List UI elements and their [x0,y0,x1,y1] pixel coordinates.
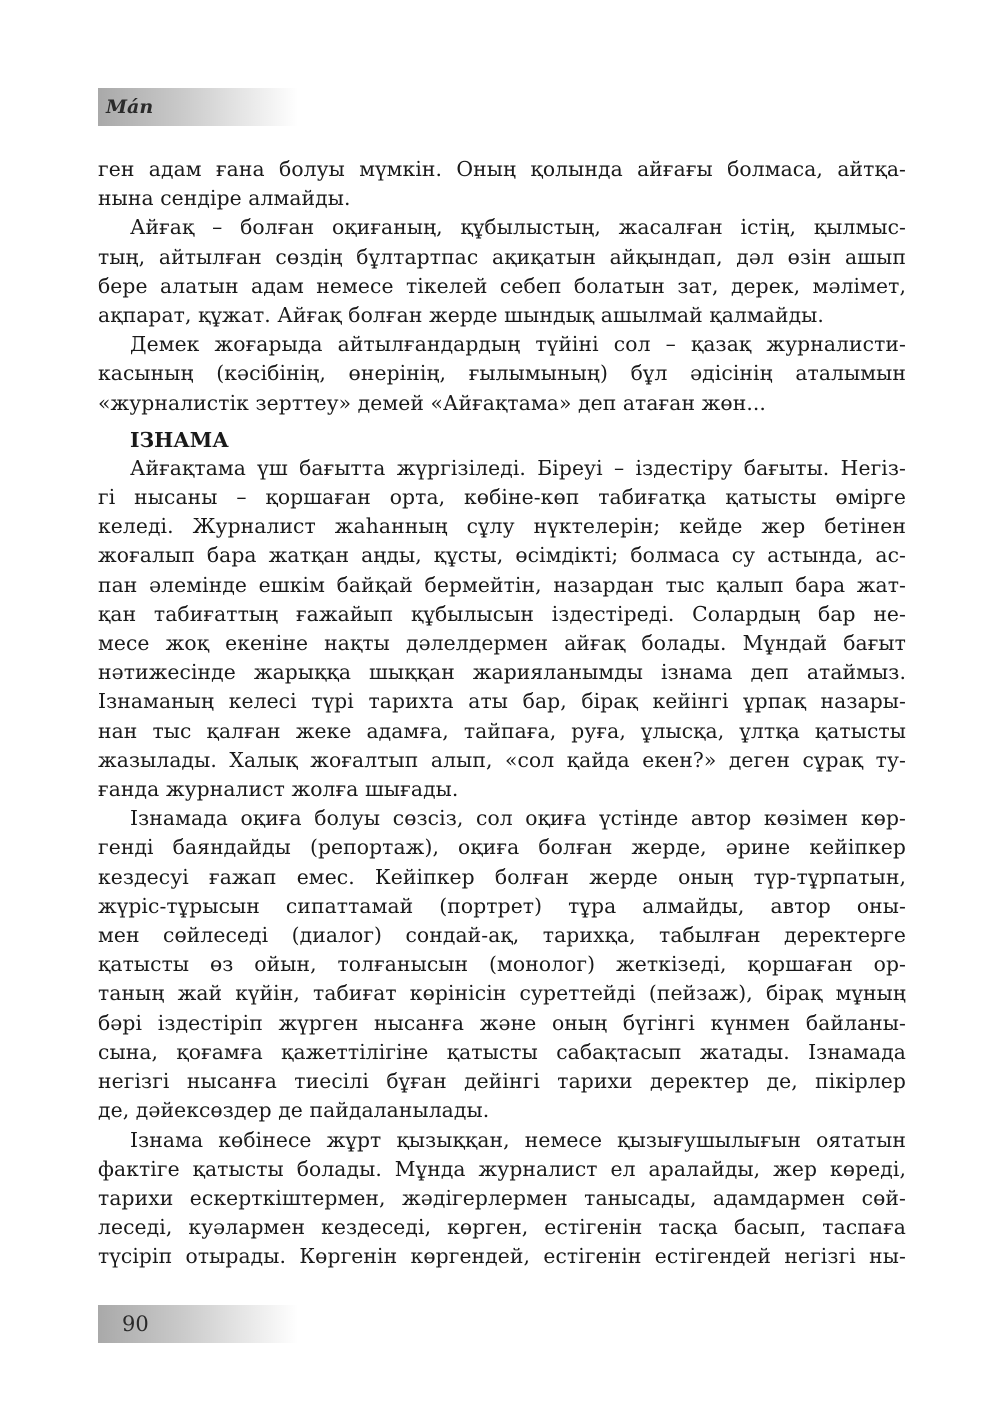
text-line: Ізнаманың келесі түрі тарихта аты бар, бірақ кейінгі ұрпақ назары- [98,689,906,714]
text-line: қан табиғаттың ғажайып құбылысын іздестіреді. Солардың бар не- [98,601,906,626]
text-line: жазылады. Халық жоғалтып алып, «сол қайда екен?» деген сұрақ ту- [98,747,906,772]
running-title: Mán [106,96,154,118]
text-line: келеді. Журналист жаһанның сұлу нүктелерін; кейде жер бетінен [98,514,906,539]
text-line: Демек жоғарыда айтылғандардың түйіні сол – қазақ журналисти- [130,332,906,357]
text-line: негізгі нысанға тиесілі бұған дейінгі тарихи деректер де, пікірлер [98,1069,906,1094]
text-line: Ізнамада оқиға болуы сөзсіз, сол оқиға үстінде автор көзімен көр- [130,806,906,831]
text-line: Айғақ – болған оқиғаның, құбылыстың, жасалған істің, қылмыс- [130,215,906,240]
text-line: ғанда журналист жолға шығады. [98,777,459,802]
text-line: тарихи ескерткіштермен, жәдігерлермен танысады, адамдармен сөй- [98,1185,906,1210]
text-line: ақпарат, құжат. Айғақ болған жерде шындық ашылмай қалмайды. [98,303,824,328]
text-line: ген адам ғана болуы мүмкін. Оның қолында айғағы болмаса, айтқа- [98,157,906,181]
text-line: жоғалып бара жатқан аңды, құсты, өсімдікті; болмаса су астында, ас- [98,543,906,568]
text-line: пан әлемінде ешкім байқай бермейтін, назардан тыс қалып бара жат- [98,572,906,597]
running-header [98,88,298,126]
text-line: кездесуі ғажап емес. Кейіпкер болған жерде оның түр-тұрпатын, [98,864,906,889]
section-title: ІЗНАМА [130,427,229,452]
text-line: бере алатын адам немесе тікелей себеп болатын зат, дерек, мәлімет, [98,273,906,298]
text-line: қатысты өз ойын, толғанысын (монолог) жеткізеді, қоршаған ор- [98,952,906,977]
page-body [98,155,906,1272]
text-line: «журналистік зерттеу» демей «Айғақтама» деп атаған жөн... [98,390,766,415]
page-footer [98,1305,298,1343]
text-line: Айғақтама үш бағытта жүргізіледі. Біреуі – іздестіру бағыты. Негіз- [130,455,906,480]
text-line: таның жай күйін, табиғат көрінісін суреттейді (пейзаж), бірақ мұның [98,981,906,1006]
page-number: 90 [122,1312,149,1336]
text-line: нына сендіре алмайды. [98,186,351,211]
text-line: генді баяндайды (репортаж), оқиға болған жерде, әрине кейіпкер [98,835,906,860]
text-line: нәтижесінде жарыққа шыққан жарияланымды ізнама деп атаймыз. [98,660,906,685]
text-line: бәрі іздестіріп жүрген нысанға және оның бүгінгі күнмен байланы- [98,1010,906,1035]
text-line: месе жоқ екеніне нақты дәлелдермен айғақ болады. Мұндай бағыт [98,631,906,656]
text-line: леседі, куәлармен кездеседі, көрген, естігенін тасқа басып, таспаға [98,1215,906,1240]
text-line: нан тыс қалған жеке адамға, тайпаға, руға, ұлысқа, ұлтқа қатысты [98,718,906,743]
text-line: фактіге қатысты болады. Мұнда журналист ел аралайды, жер көреді, [98,1156,906,1181]
text-line: де, дәйексөздер де пайдаланылады. [98,1098,490,1123]
text-line: түсіріп отырады. Көргенін көргендей, естігенін естігендей негізгі ны- [98,1244,906,1269]
text-line: сына, қоғамға қажеттілігіне қатысты сабақтасып жатады. Ізнамада [98,1039,906,1064]
text-line: жүріс-тұрысын сипаттамай (портрет) тұра алмайды, автор оны- [98,893,906,918]
text-line: гі нысаны – қоршаған орта, көбіне-көп табиғатқа қатысты өмірге [98,485,906,510]
text-line: мен сөйлеседі (диалог) сондай-ақ, тарихқа, табылған деректерге [98,923,906,948]
text-line: касының (кәсібінің, өнерінің, ғылымының) бұл әдісінің аталымын [98,361,906,386]
text-line: тың, айтылған сөздің бұлтартпас ақиқатын айқындап, дәл өзін ашып [98,244,906,269]
text-line: Ізнама көбінесе жұрт қызыққан, немесе қызығушылығын оятатын [130,1127,906,1152]
